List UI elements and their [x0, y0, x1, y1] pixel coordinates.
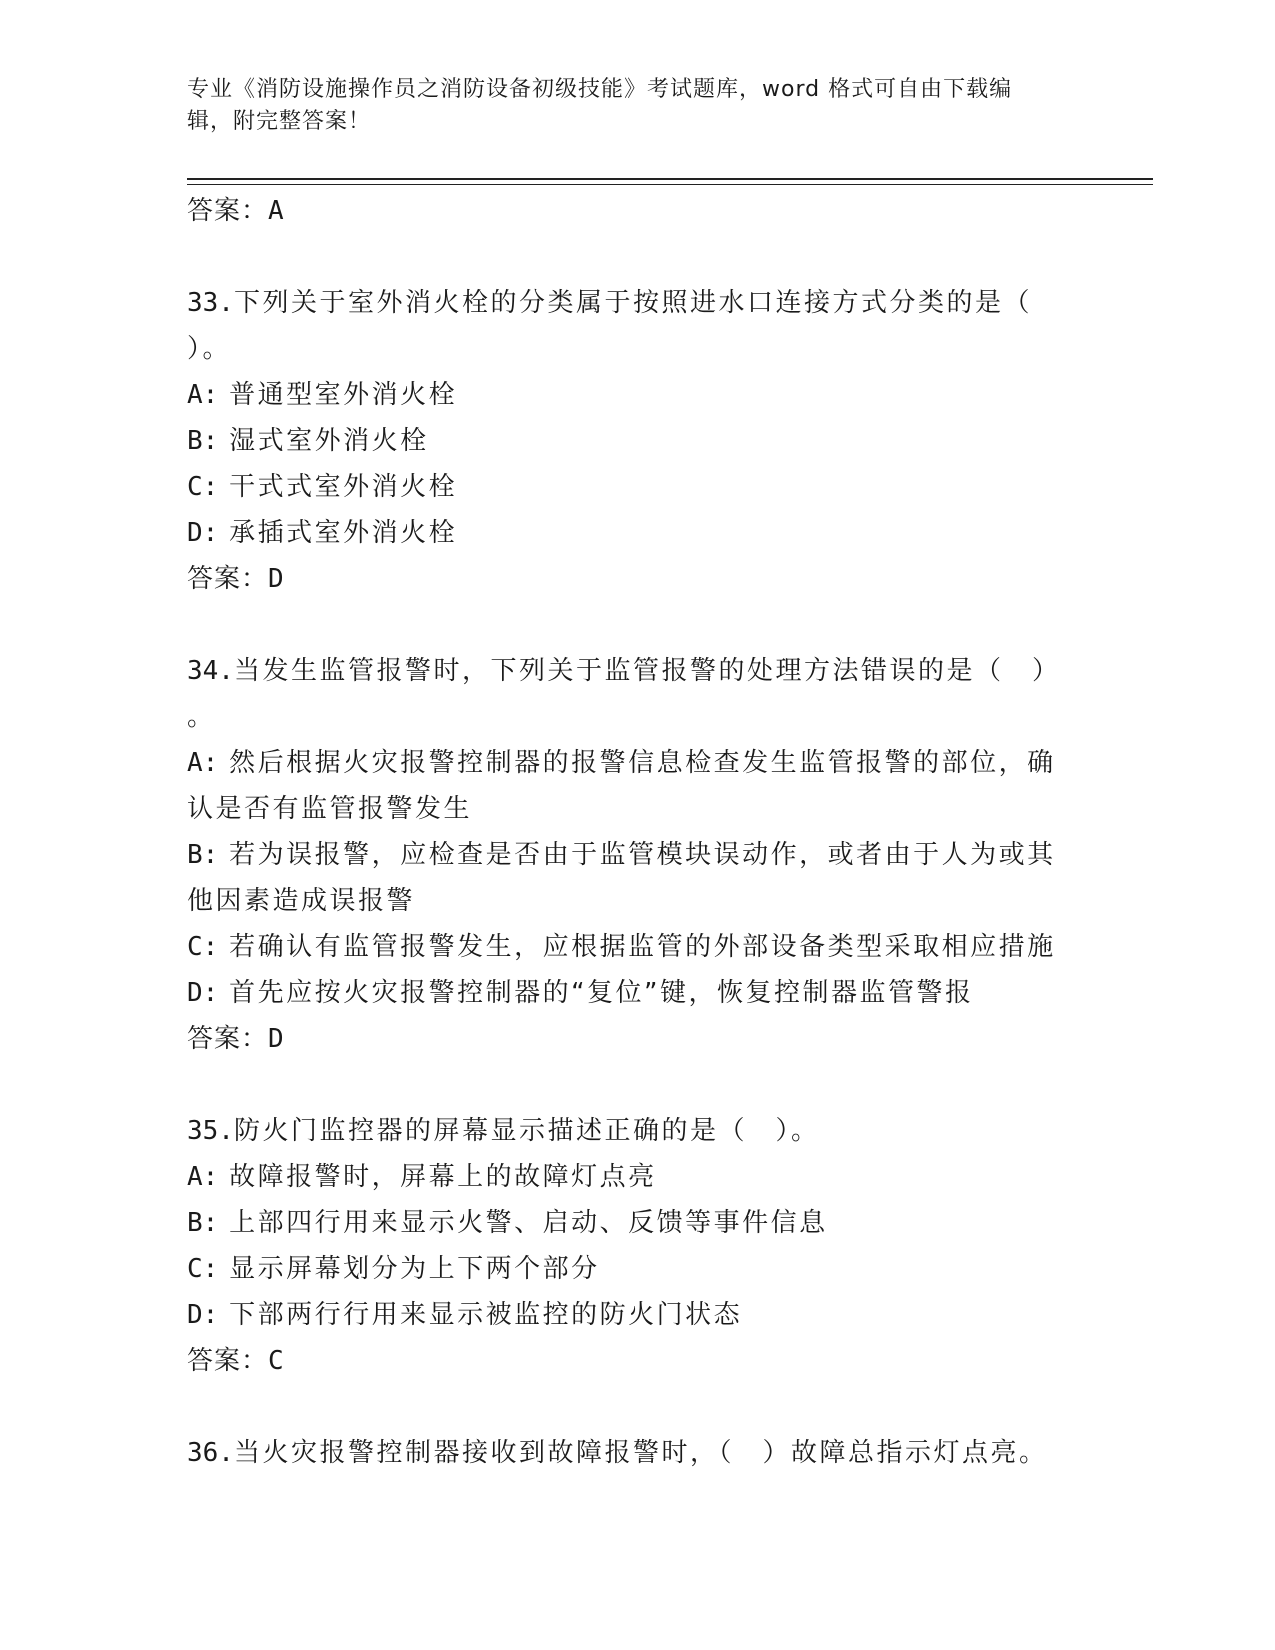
answer-line	[187, 188, 1087, 234]
option-letter: D:	[187, 978, 219, 1008]
question-text: 防火门监控器的屏幕显示描述正确的是（ ）。	[233, 1116, 820, 1146]
question-number: 35.	[187, 1116, 234, 1146]
option-text: 若确认有监管报警发生，应根据监管的外部设备类型采取相应措施	[229, 932, 1056, 962]
option-text: 首先应按火灾报警控制器的“复位”键，恢复控制器监管警报	[229, 978, 974, 1008]
option-letter: A:	[187, 748, 219, 778]
question-number: 33.	[187, 288, 234, 318]
option-letter: C:	[187, 472, 219, 502]
question-stem	[187, 1108, 1087, 1154]
option-d	[187, 970, 1087, 1016]
option-b-cont: 他因素造成误报警	[187, 886, 416, 916]
answer-value: D	[268, 1024, 285, 1054]
option-text: 上部四行用来显示火警、启动、反馈等事件信息	[229, 1208, 828, 1238]
option-letter: B:	[187, 840, 219, 870]
question-text: 当火灾报警控制器接收到故障报警时，（ ）故障总指示灯点亮。	[233, 1438, 1048, 1468]
option-letter: D:	[187, 518, 219, 548]
question-text: 当发生监管报警时，下列关于监管报警的处理方法错误的是（ ）	[233, 656, 1061, 686]
question-number: 34.	[187, 656, 234, 686]
answer-label: 答案：	[187, 564, 269, 594]
option-c	[187, 1246, 1087, 1292]
option-a	[187, 740, 1087, 786]
answer-line	[187, 1338, 1087, 1384]
option-text: 干式式室外消火栓	[229, 472, 458, 502]
question-33	[187, 280, 1087, 602]
question-list	[187, 188, 1087, 1476]
question-stem-cont: ）。	[187, 334, 232, 364]
header-line-2: 辑，附完整答案！	[187, 109, 372, 134]
answer-value: A	[268, 196, 285, 226]
option-text: 然后根据火灾报警控制器的报警信息检查发生监管报警的部位，确	[229, 748, 1056, 778]
question-text: 下列关于室外消火栓的分类属于按照进水口连接方式分类的是（	[233, 288, 1032, 318]
question-36	[187, 1430, 1087, 1476]
question-stem	[187, 280, 1087, 326]
answer-line	[187, 556, 1087, 602]
option-c	[187, 464, 1087, 510]
option-d	[187, 510, 1087, 556]
answer-label: 答案：	[187, 1346, 269, 1376]
question-35	[187, 1108, 1087, 1384]
option-text: 故障报警时，屏幕上的故障灯点亮	[229, 1162, 657, 1192]
header-rule-thick	[187, 178, 1153, 180]
answer-line	[187, 1016, 1087, 1062]
option-letter: B:	[187, 426, 219, 456]
option-text: 若为误报警，应检查是否由于监管模块误动作，或者由于人为或其	[229, 840, 1056, 870]
answer-value: D	[268, 564, 285, 594]
option-letter: B:	[187, 1208, 219, 1238]
answer-value: C	[268, 1346, 285, 1376]
header-rule-thin	[187, 184, 1153, 185]
document-header	[187, 74, 1067, 138]
answer-label: 答案：	[187, 196, 269, 226]
question-stem	[187, 1430, 1087, 1476]
question-34	[187, 648, 1087, 1062]
question-stem-cont: 。	[187, 702, 216, 732]
option-a	[187, 1154, 1087, 1200]
option-text: 下部两行行用来显示被监控的防火门状态	[229, 1300, 743, 1330]
option-letter: C:	[187, 932, 219, 962]
option-a	[187, 372, 1087, 418]
option-letter: A:	[187, 1162, 219, 1192]
option-b	[187, 418, 1087, 464]
option-b	[187, 1200, 1087, 1246]
option-letter: D:	[187, 1300, 219, 1330]
option-text: 显示屏幕划分为上下两个部分	[229, 1254, 600, 1284]
option-text: 普通型室外消火栓	[229, 380, 458, 410]
question-stem	[187, 648, 1087, 694]
option-d	[187, 1292, 1087, 1338]
header-line-1: 专业《消防设施操作员之消防设备初级技能》考试题库，word 格式可自由下载编	[187, 77, 1013, 102]
option-letter: A:	[187, 380, 219, 410]
option-a-cont: 认是否有监管报警发生	[187, 794, 473, 824]
option-c	[187, 924, 1087, 970]
option-text: 湿式室外消火栓	[229, 426, 429, 456]
option-text: 承插式室外消火栓	[229, 518, 458, 548]
option-letter: C:	[187, 1254, 219, 1284]
question-number: 36.	[187, 1438, 234, 1468]
option-b	[187, 832, 1087, 878]
answer-label: 答案：	[187, 1024, 269, 1054]
